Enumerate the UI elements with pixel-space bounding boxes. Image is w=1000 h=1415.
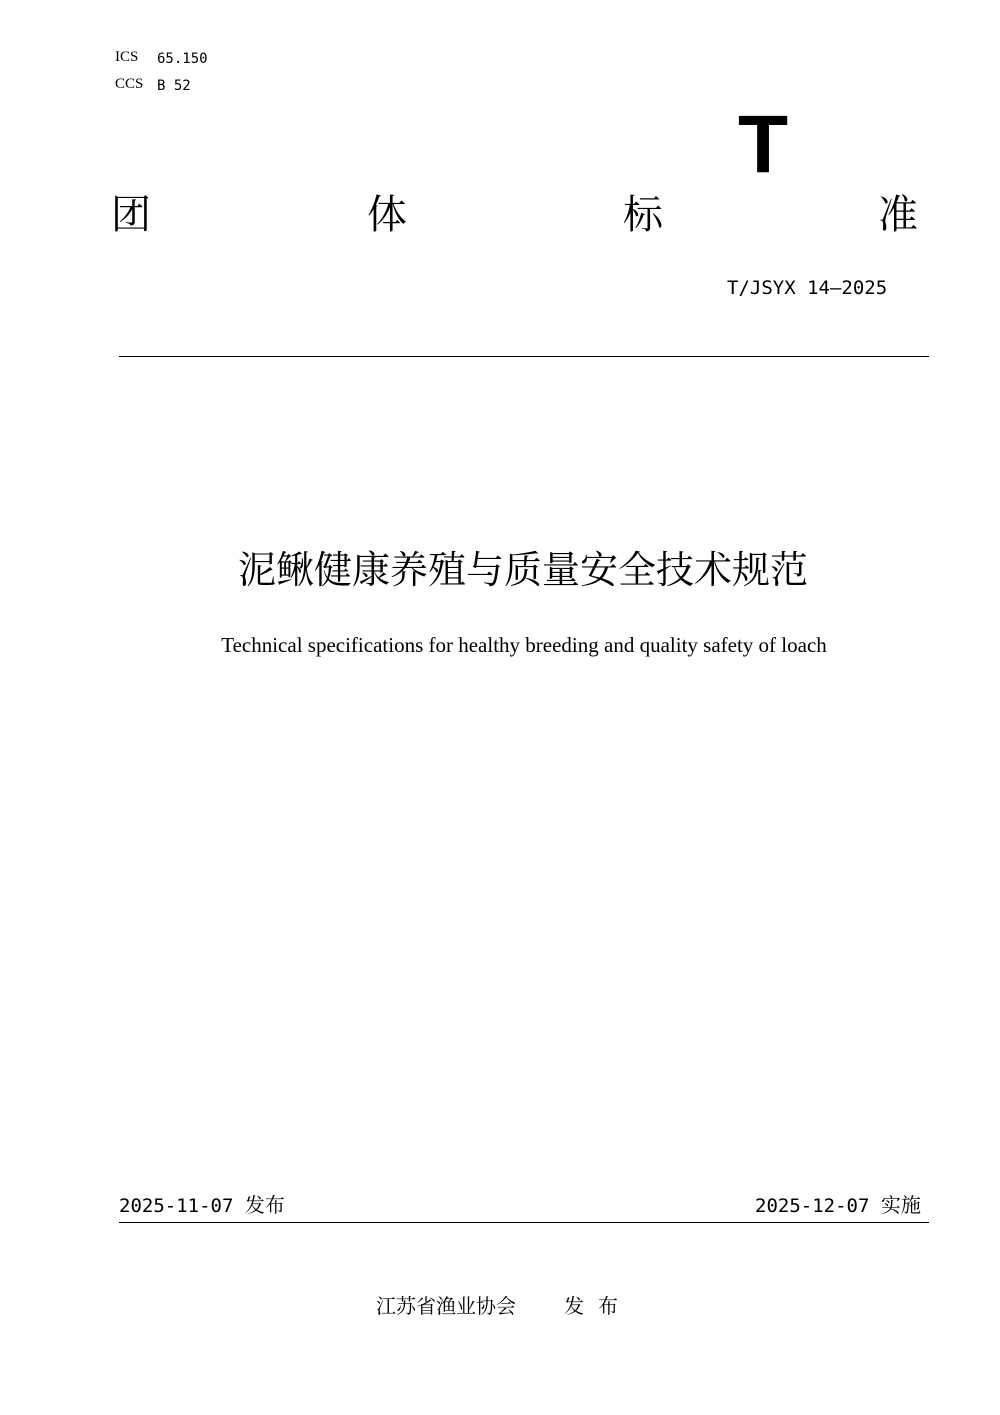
standard-type-char-4: 准	[878, 192, 918, 238]
implement-label: 实施	[880, 1193, 921, 1217]
standard-type-char-3: 标	[623, 192, 663, 238]
ics-value: 65.150	[157, 51, 208, 67]
implement-date-line	[755, 1192, 921, 1219]
standard-number: T/JSYX 14—2025	[727, 277, 888, 299]
issue-date-line	[119, 1192, 285, 1219]
title-english: Technical specifications for healthy breeding and quality safety of loach	[221, 633, 827, 657]
ccs-value: B 52	[157, 78, 191, 94]
standard-type-char-1: 团	[111, 192, 151, 238]
issue-label: 发布	[244, 1193, 285, 1217]
footer-divider	[119, 1222, 929, 1223]
publisher-name: 江苏省渔业协会	[376, 1294, 516, 1318]
implement-date: 2025-12-07	[755, 1195, 870, 1217]
standard-type-char-2: 体	[367, 192, 407, 238]
issue-date: 2025-11-07	[119, 1195, 234, 1217]
ics-label: ICS	[115, 49, 139, 65]
header-divider	[119, 356, 929, 357]
publisher-line	[376, 1292, 632, 1320]
ccs-label: CCS	[115, 76, 144, 92]
standard-logo-t: T	[738, 99, 789, 190]
publisher-action: 发布	[564, 1294, 632, 1318]
title-chinese: 泥鳅健康养殖与质量安全技术规范	[237, 548, 808, 592]
